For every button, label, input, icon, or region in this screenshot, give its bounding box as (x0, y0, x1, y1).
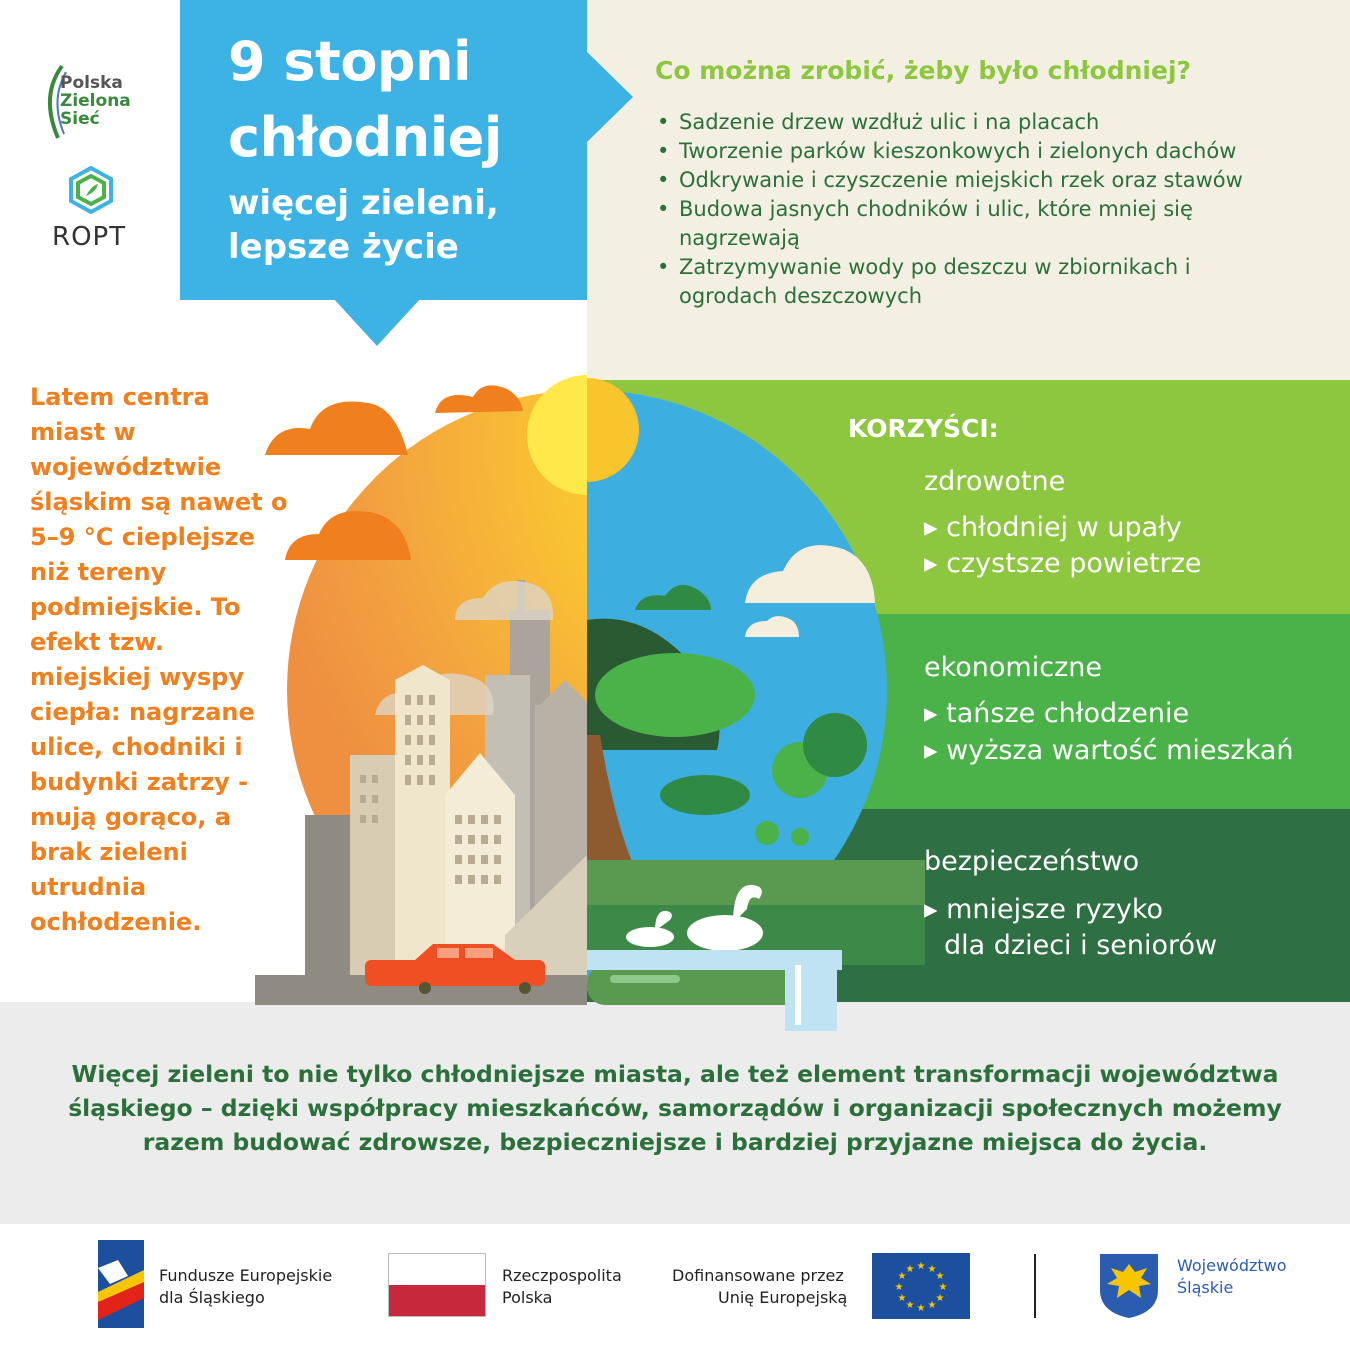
ws-logo-text: Śląskie (1177, 1278, 1234, 1297)
benefit-item: ▸ chłodniej w upały (924, 512, 1182, 543)
svg-text:★: ★ (897, 1293, 907, 1304)
fe-logo-text: dla Śląskiego (159, 1288, 265, 1307)
svg-text:★: ★ (938, 1282, 948, 1293)
polska-zielona-siec-logo: Polska Zielona Sieć (40, 62, 160, 142)
page-subtitle-line1: więcej zieleni, (228, 183, 499, 223)
bubble-tail (333, 298, 421, 346)
bubble-tail (585, 50, 633, 144)
svg-text:★: ★ (905, 1264, 915, 1275)
benefit-title-health: zdrowotne (924, 466, 1066, 497)
svg-text:★: ★ (935, 1293, 945, 1304)
actions-list (655, 108, 1335, 311)
benefit-title-economic: ekonomiczne (924, 652, 1102, 683)
list-item: • Tworzenie parków kieszonkowych i zielonych dachów (655, 137, 1335, 166)
footer-divider (1034, 1254, 1036, 1318)
benefit-item: ▸ czystsze powietrze (924, 548, 1202, 579)
eu-logo-text: Unię Europejską (718, 1288, 848, 1307)
svg-text:★: ★ (927, 1264, 937, 1275)
ropt-hexagon-icon (68, 166, 114, 214)
page-title-line2: chłodniej (228, 106, 502, 169)
fe-logo-text: Fundusze Europejskie (159, 1266, 333, 1285)
water-stream (785, 953, 837, 1031)
eu-flag-icon (872, 1253, 970, 1319)
cloud-icon (435, 385, 523, 413)
benefit-item: ▸ wyższa wartość mieszkań (924, 735, 1294, 766)
ws-logo-text: Województwo (1177, 1256, 1287, 1275)
benefits-heading: KORZYŚCI: (848, 414, 999, 443)
list-item: • Budowa jasnych chodników i ulic, które mniej się nagrzewają (655, 195, 1279, 253)
list-item: • Odkrywanie i czyszczenie miejskich rzek oraz stawów (655, 166, 1335, 195)
ropt-logo-text: ROPT (52, 222, 127, 252)
polish-flag-icon (388, 1253, 486, 1317)
heat-island-text: Latem centra miast w województwie śląskim są nawet o 5–9 °C cieplejsze niż tereny podmiejskie. To efekt tzw. miejskiej wyspy ciepła: nagrzane ulice, chodniki i budynki zatrzy - mują gorąco, a brak zieleni utrudnia ochłodzenie. (30, 383, 288, 936)
list-item: • Sadzenie drzew wzdłuż ulic i na placach (655, 108, 1335, 137)
benefit-item: ▸ tańsze chłodzenie (924, 698, 1190, 729)
rp-logo-text: Rzeczpospolita (502, 1266, 622, 1285)
svg-text:★: ★ (916, 1261, 926, 1272)
svg-text:★: ★ (897, 1271, 907, 1282)
fundusze-europejskie-logo-icon (98, 1240, 144, 1328)
eu-logo-text: Dofinansowane przez (672, 1266, 844, 1285)
list-item: • Zatrzymywanie wody po deszczu w zbiornikach i ogrodach deszczowych (655, 253, 1259, 311)
summary-text: Więcej zieleni to nie tylko chłodniejsze miasta, ale też element transformacji województwa śląskiego – dzięki współpracy mieszkańców, samorządów i organizacji społecznych możemy razem budować zdrowsze, bezpieczniejsze i bardziej przyjazne miejsca do życia. (68, 1060, 1282, 1156)
rp-logo-text: Polska (502, 1288, 553, 1307)
page-subtitle-line2: lepsze życie (228, 227, 459, 267)
city-nature-illustration (255, 375, 925, 1035)
benefit-item: ▸ mniejsze ryzyko (924, 894, 1164, 925)
silesia-coat-of-arms-icon (1098, 1252, 1160, 1320)
svg-text:★: ★ (935, 1271, 945, 1282)
svg-text:★: ★ (927, 1300, 937, 1311)
tree-crown-icon (595, 653, 755, 737)
benefit-item: dla dzieci i seniorów (944, 930, 1218, 961)
page-title-line1: 9 stopni (228, 30, 472, 93)
svg-text:★: ★ (916, 1303, 926, 1314)
actions-question: Co można zrobić, żeby było chłodniej? (655, 56, 1192, 85)
svg-text:★: ★ (905, 1300, 915, 1311)
svg-text:★: ★ (894, 1282, 904, 1293)
benefit-title-safety: bezpieczeństwo (924, 846, 1140, 877)
